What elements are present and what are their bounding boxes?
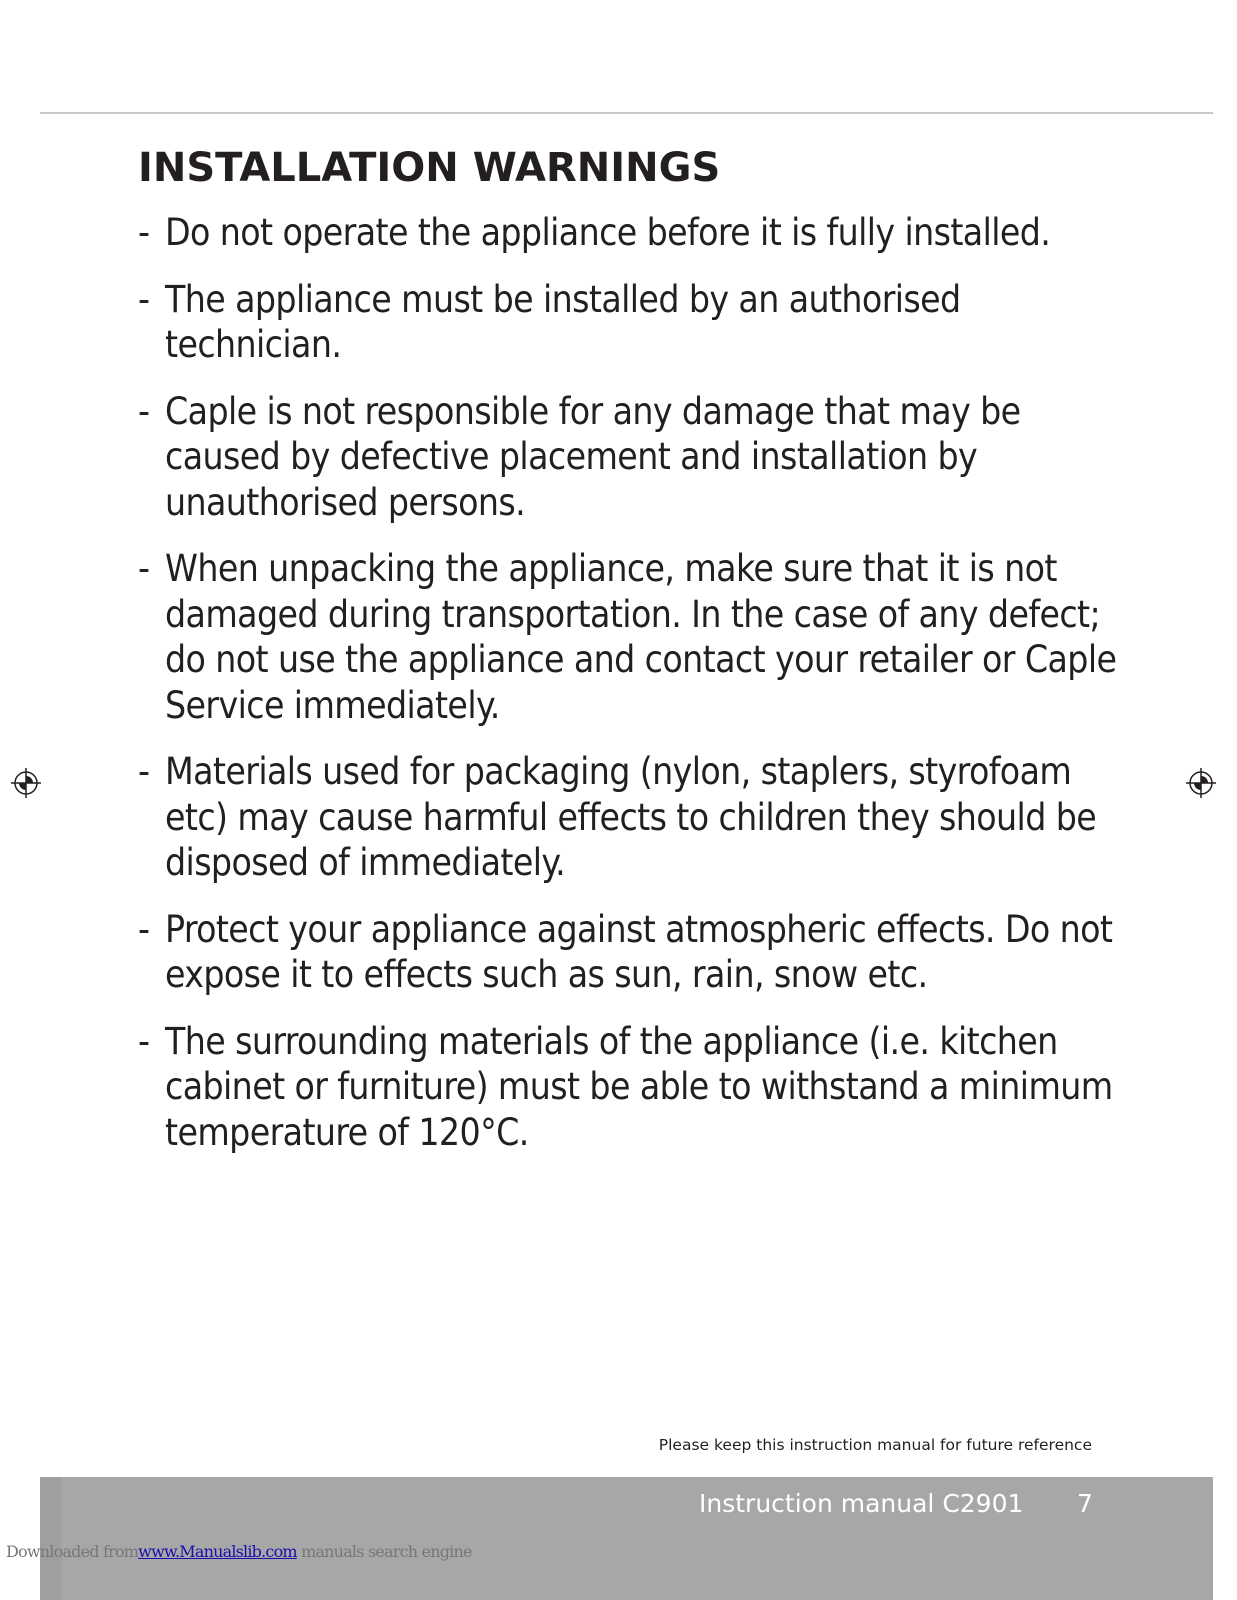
footer-note: Please keep this instruction manual for future reference (658, 1436, 1092, 1454)
warning-item (138, 277, 1128, 368)
footer-bar (40, 1477, 1213, 1600)
warning-item (138, 389, 1128, 526)
crosshair-registration-icon (1185, 767, 1217, 799)
warning-item (138, 907, 1128, 998)
warning-item (138, 210, 1128, 256)
bullet-dash: - (138, 1019, 150, 1063)
bullet-dash: - (138, 750, 150, 793)
warning-item (138, 749, 1128, 886)
warning-text: Do not operate the appliance before it is fully installed. (165, 211, 1051, 254)
warning-text: Caple is not responsible for any damage that may be caused by defective placement and installation by unauthorised persons. (165, 389, 1021, 524)
bullet-dash: - (138, 277, 150, 321)
download-prefix: Downloaded from (6, 1542, 139, 1561)
download-source (6, 1542, 472, 1561)
footer-bar-edge (40, 1477, 62, 1600)
warning-text: Materials used for packaging (nylon, staplers, styrofoam etc) may cause harmful effects to children they should be disposed of immediately. (165, 750, 1097, 884)
top-divider (40, 112, 1213, 114)
page-number: 7 (1077, 1489, 1093, 1518)
page-title: INSTALLATION WARNINGS (138, 145, 721, 191)
warning-text: The surrounding materials of the appliance (i.e. kitchen cabinet or furniture) must be able to withstand a minimum temperature of 120°C. (165, 1019, 1113, 1154)
bullet-dash: - (138, 547, 150, 590)
download-suffix: manuals search engine (296, 1542, 472, 1561)
manual-title: Instruction manual C2901 (699, 1489, 1024, 1518)
warning-item (138, 1019, 1128, 1156)
bullet-dash: - (138, 907, 150, 951)
warning-text: When unpacking the appliance, make sure that it is not damaged during transportation. In the case of any defect; do not use the appliance and contact your retailer or Caple Service immediately. (165, 547, 1117, 727)
manualslib-link[interactable]: www.Manualslib.com (138, 1542, 297, 1561)
warning-text: The appliance must be installed by an authorised technician. (165, 277, 961, 366)
bullet-dash: - (138, 389, 150, 433)
warning-text: Protect your appliance against atmospheric effects. Do not expose it to effects such as sun, rain, snow etc. (165, 907, 1113, 996)
crosshair-registration-icon (10, 767, 42, 799)
bullet-dash: - (138, 211, 150, 254)
warning-item (138, 546, 1128, 728)
warnings-list (138, 210, 1128, 1176)
